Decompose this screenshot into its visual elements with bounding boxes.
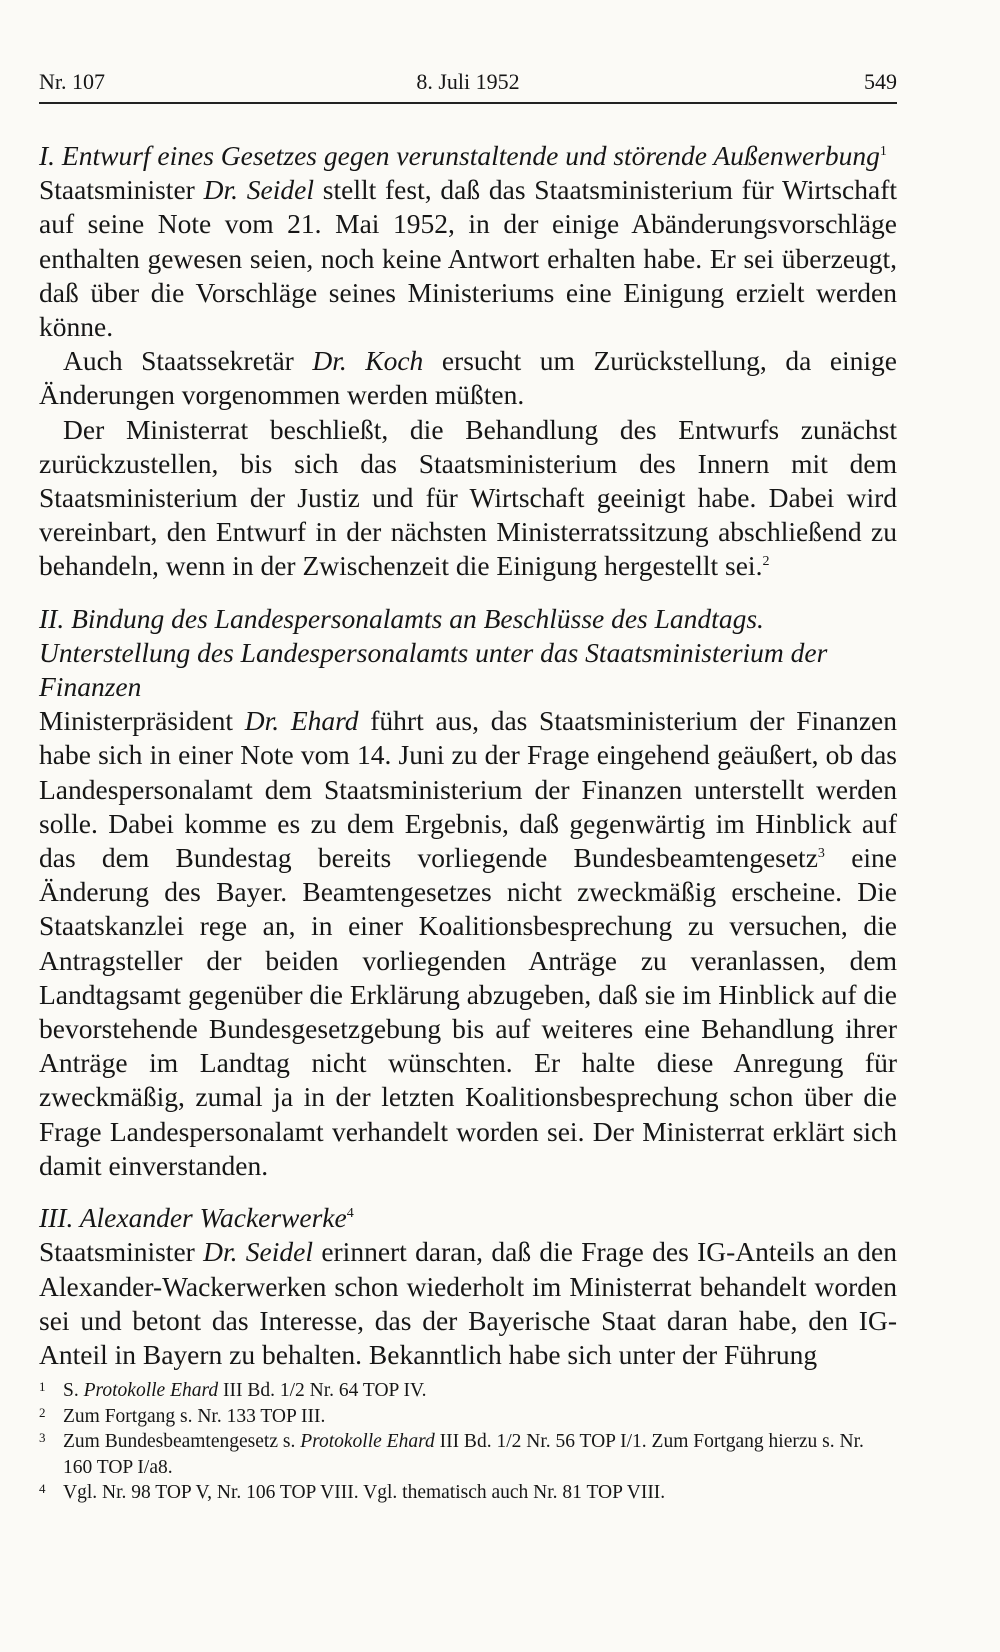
footnote-mark: 2	[39, 1404, 46, 1420]
page-number: 549	[864, 69, 897, 94]
footnote: 4 Vgl. Nr. 98 TOP V, Nr. 106 TOP VIII. Vgl. thematisch auch Nr. 81 TOP VIII.	[39, 1480, 897, 1506]
footnote: 3 Zum Bundesbeamtengesetz s. Protokolle Ehard III Bd. 1/2 Nr. 56 TOP I/1. Zum Fortgang hierzu s. Nr. 160 TOP I/a8.	[39, 1429, 897, 1480]
person-name: Dr. Seidel	[203, 1236, 314, 1268]
footnotes	[39, 1378, 897, 1506]
paragraph: Der Ministerrat beschließt, die Behandlung des Entwurfs zunächst zurückzustellen, bis sich das Staatsministerium des Innern mit dem Staatsministerium der Justiz und für Wirtschaft geeinigt habe. Dabei wird vereinbart, den Entwurf in der nächsten Ministerratssitzung abschließend zu behandeln, wenn in der Zwischenzeit die Einigung hergestellt sei.$^2$	[39, 413, 897, 582]
footnote-ref: 2	[762, 554, 770, 570]
person-name: Dr. Ehard	[244, 705, 359, 737]
footnote-ref: 3	[817, 845, 825, 861]
document-body	[39, 139, 897, 1372]
section-title: III. Alexander Wackerwerke$^4$	[39, 1202, 354, 1234]
footnote-ref: 1	[879, 143, 887, 159]
paragraph: Ministerpräsident Dr. Ehard führt aus, das Staatsministerium der Finanzen habe sich in einer Note vom 14. Juni zu der Frage eingehend geäußert, ob das Landespersonalamt dem Staatsministerium der Finanzen unterstellt werden solle. Dabei komme es zu dem Ergebnis, daß gegenwärtig im Hinblick auf das dem Bundestag bereits vorliegende Bundesbeamtengesetz$^3$ eine Änderung des Bayer. Beamtengesetzes nicht zweckmäßig erscheine. Die Staatskanzlei rege an, in einer Koalitionsbesprechung zu versuchen, die Antragsteller der beiden vorliegenden Anträge zu veranlassen, dem Landtagsamt gegenüber die Erklärung abzugeben, daß sie im Hinblick auf die bevorstehende Bundesgesetzgebung bis auf weiteres eine Behandlung ihrer Anträge im Landtag nicht wünschten. Er halte diese Anregung für zweckmäßig, zumal ja in der letzten Koalitionsbesprechung schon über die Frage Landespersonalamt verhandelt worden sei. Der Ministerrat erklärt sich damit einverstanden.	[39, 705, 897, 1181]
paragraph: Staatsminister Dr. Seidel stellt fest, daß das Staatsministerium für Wirtschaft auf seine Note vom 21. Mai 1952, in der einige Abänderungsvorschläge enthalten gewesen seien, noch keine Antwort erhalten habe. Er sei überzeugt, daß über die Vorschläge seines Ministeriums eine Einigung erzielt werden könne.	[39, 174, 897, 343]
paragraph: Auch Staatssekretär Dr. Koch ersucht um Zurückstellung, da einige Änderungen vorgenommen werden müßten.	[39, 345, 898, 411]
running-header	[39, 64, 897, 104]
footnote-mark: 3	[39, 1430, 46, 1445]
section-title: I. Entwurf eines Gesetzes gegen verunstaltende und störende Außenwerbung$^1$	[39, 140, 887, 171]
document-number: Nr. 107	[39, 69, 105, 94]
section-title: II. Bindung des Landespersonalamts an Beschlüsse des Landtags. Unterstellung des Landespersonalamts unter das Staatsministerium der Finanzen	[39, 602, 828, 703]
footnote: 2 Zum Fortgang s. Nr. 133 TOP III.	[39, 1404, 897, 1430]
footnote-ref: 4	[346, 1205, 354, 1221]
footnote: 1 S. Protokolle Ehard III Bd. 1/2 Nr. 64 TOP IV.	[39, 1378, 897, 1404]
person-name: Dr. Koch	[312, 345, 424, 377]
footnote-mark: 1	[39, 1379, 46, 1394]
session-date: 8. Juli 1952	[416, 69, 520, 94]
footnote-mark: 4	[39, 1481, 46, 1496]
paragraph: Staatsminister Dr. Seidel erinnert daran, daß die Frage des IG-Anteils an den Alexander-Wackerwerken schon wiederholt im Ministerrat behandelt worden sei und betont das Interesse, das der Bayerische Staat daran habe, den IG-Anteil in Bayern zu behalten. Bekanntlich habe sich unter der Führung	[39, 1236, 897, 1370]
person-name: Dr. Seidel	[203, 174, 314, 206]
